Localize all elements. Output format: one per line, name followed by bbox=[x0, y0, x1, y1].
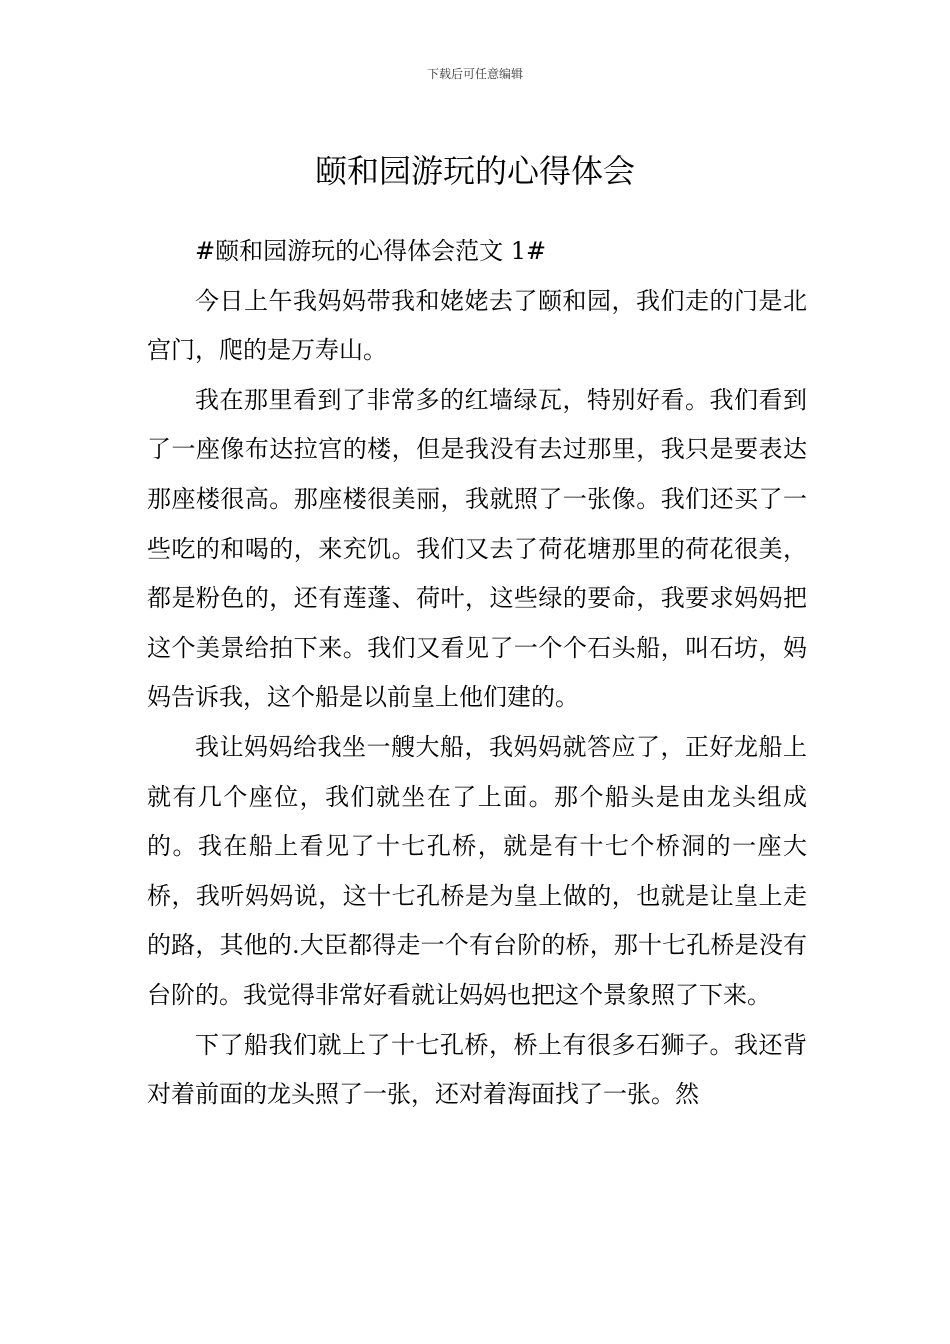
body-paragraph: 今日上午我妈妈带我和姥姥去了颐和园，我们走的门是北宫门，爬的是万寿山。 bbox=[147, 286, 807, 365]
section-heading: #颐和园游玩的心得体会范文 1# bbox=[195, 237, 547, 265]
document-title: 颐和园游玩的心得体会 bbox=[314, 152, 635, 191]
body-paragraph: 下了船我们就上了十七孔桥，桥上有很多石狮子。我还背对着前面的龙头照了一张，还对着海面找了一张。然 bbox=[147, 1030, 807, 1109]
header-note: 下载后可任意编辑 bbox=[426, 67, 523, 81]
body-paragraph: 我在那里看到了非常多的红墙绿瓦，特别好看。我们看到了一座像布达拉宫的楼，但是我没有去过那里，我只是要表达那座楼很高。那座楼很美丽，我就照了一张像。我们还买了一些吃的和喝的，来充饥。我们又去了荷花塘那里的荷花很美，都是粉色的，还有莲蓬、荷叶，这些绿的要命，我要求妈妈把这个美景给拍下来。我们又看见了一个个石头船，叫石坊，妈妈告诉我，这个船是以前皇上他们建的。 bbox=[147, 385, 807, 712]
document-body bbox=[147, 227, 807, 1120]
body-paragraph: 我让妈妈给我坐一艘大船，我妈妈就答应了，正好龙船上就有几个座位，我们就坐在了上面。那个船头是由龙头组成的。我在船上看见了十七孔桥，就是有十七个桥洞的一座大桥，我听妈妈说，这十七孔桥是为皇上做的，也就是让皇上走的路，其他的.大臣都得走一个有台阶的桥，那十七孔桥是没有台阶的。我觉得非常好看就让妈妈也把这个景象照了下来。 bbox=[147, 732, 807, 1009]
